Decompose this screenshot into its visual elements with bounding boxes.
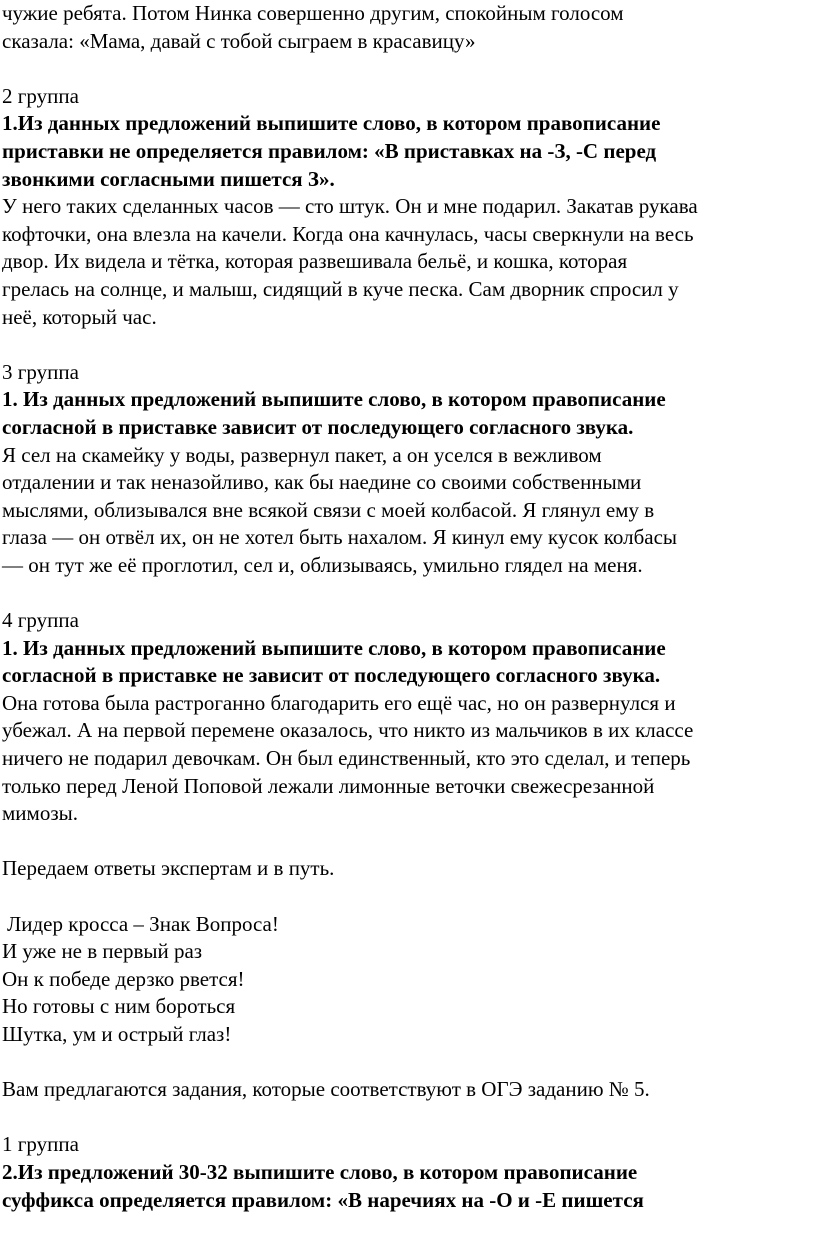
spacer bbox=[2, 55, 814, 83]
intro-line-2: сказала: «Мама, давай с тобой сыграем в красавицу» bbox=[2, 28, 476, 53]
group-3-task-line-2: согласной в приставке зависит от последующего согласного звука. bbox=[2, 414, 634, 439]
group-2-text-line-2: кофточки, она влезла на качели. Когда она качнулась, часы сверкнули на весь bbox=[2, 221, 694, 246]
poem-line-1: Лидер кросса – Знак Вопроса! bbox=[7, 911, 279, 936]
group-3-text-line-5: — он тут же её проглотил, сел и, облизываясь, умильно глядел на меня. bbox=[2, 552, 643, 577]
poem-line-2: И уже не в первый раз bbox=[2, 939, 203, 964]
group-3-text-line-4: глаза — он отвёл их, он не хотел быть нахалом. Я кинул ему кусок колбасы bbox=[2, 525, 678, 550]
group-4-label: 4 группа bbox=[2, 608, 79, 633]
group-1-label: 1 группа bbox=[2, 1132, 79, 1157]
group-4-text-line-5: мимозы. bbox=[2, 801, 78, 826]
group-2-text-line-1: У него таких сделанных часов — сто штук. Он и мне подарил. Закатав рукава bbox=[2, 194, 698, 219]
group-2-label: 2 группа bbox=[2, 83, 79, 108]
group-4-task-line-2: согласной в приставке не зависит от последующего согласного звука. bbox=[2, 663, 661, 688]
spacer bbox=[2, 828, 814, 856]
group-2-text-line-3: двор. Их видела и тётка, которая развешивала бельё, и кошка, которая bbox=[2, 249, 628, 274]
group-3-text-line-2: отдалении и так неназойливо, как бы наедине со своими собственными bbox=[2, 470, 642, 495]
spacer bbox=[2, 579, 814, 607]
document-page bbox=[2, 0, 814, 1214]
group-1-task-line-1: 2.Из предложений 30-32 выпишите слово, в котором правописание bbox=[2, 1159, 638, 1184]
group-4-text-line-2: убежал. А на первой перемене оказалось, что никто из мальчиков в их классе bbox=[2, 718, 694, 743]
group-2-task-line-1: 1.Из данных предложений выпишите слово, в котором правописание bbox=[2, 111, 661, 136]
group-2-task-line-2: приставки не определяется правилом: «В приставках на -З, -С перед bbox=[2, 138, 657, 163]
group-2-text-line-5: неё, который час. bbox=[2, 304, 157, 329]
group-1-task-line-2: суффикса определяется правилом: «В наречиях на -О и -Е пишется bbox=[2, 1187, 644, 1212]
group-3-text-line-3: мыслями, облизывался вне всякой связи с моей колбасой. Я глянул ему в bbox=[2, 497, 655, 522]
spacer bbox=[2, 1104, 814, 1132]
group-3-label: 3 группа bbox=[2, 359, 79, 384]
poem-line-3: Он к победе дерзко рвется! bbox=[2, 966, 245, 991]
group-3-text-line-1: Я сел на скамейку у воды, развернул пакет, а он уселся в вежливом bbox=[2, 442, 602, 467]
group-3-task-line-1: 1. Из данных предложений выпишите слово, в котором правописание bbox=[2, 387, 666, 412]
group-4-text-line-3: ничего не подарил девочкам. Он был единственный, кто это сделал, и теперь bbox=[2, 746, 691, 771]
transition-text: Передаем ответы экспертам и в путь. bbox=[2, 856, 335, 881]
spacer bbox=[2, 883, 814, 911]
poem-line-4: Но готовы с ним бороться bbox=[2, 994, 236, 1019]
poem-line-5: Шутка, ум и острый глаз! bbox=[2, 1021, 232, 1046]
oge-intro-text: Вам предлагаются задания, которые соответствуют в ОГЭ заданию № 5. bbox=[2, 1077, 650, 1102]
spacer bbox=[2, 331, 814, 359]
spacer bbox=[2, 1049, 814, 1077]
group-4-task-line-1: 1. Из данных предложений выпишите слово, в котором правописание bbox=[2, 635, 666, 660]
group-2-task-line-3: звонкими согласными пишется З». bbox=[2, 166, 335, 191]
group-4-text-line-1: Она готова была растроганно благодарить его ещё час, но он развернулся и bbox=[2, 690, 676, 715]
group-2-text-line-4: грелась на солнце, и малыш, сидящий в куче песка. Сам дворник спросил у bbox=[2, 276, 679, 301]
intro-line-1: чужие ребята. Потом Нинка совершенно другим, спокойным голосом bbox=[2, 1, 624, 25]
group-4-text-line-4: только перед Леной Поповой лежали лимонные веточки свежесрезанной bbox=[2, 773, 655, 798]
